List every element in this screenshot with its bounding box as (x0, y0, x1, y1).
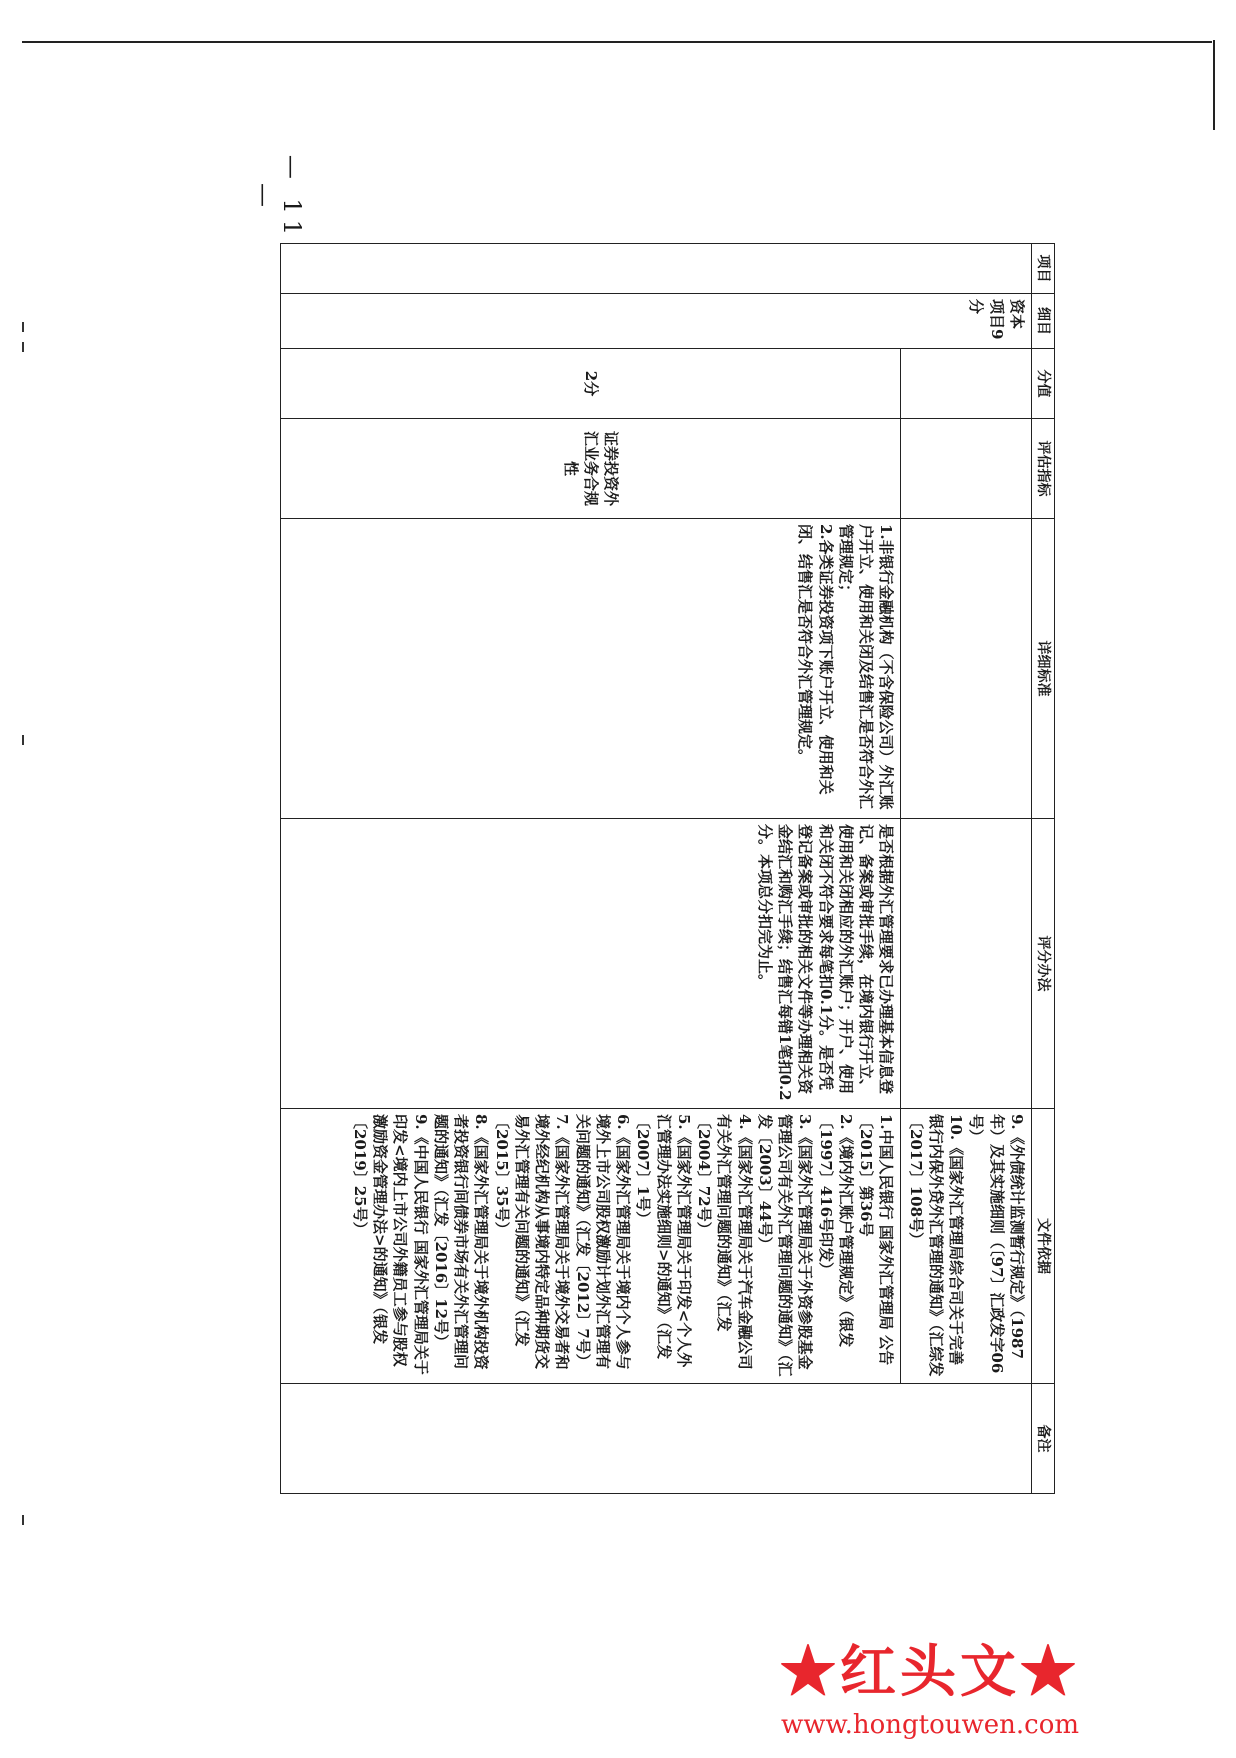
law-item: 7.《国家外汇管理局关于境外交易者和境外经纪机构从事境内特定品种期货交易外汇管理有关问题的通知》（汇发〔2015〕35号） (492, 1114, 572, 1370)
header-pingfen: 评分办法 (1032, 819, 1055, 1109)
cell-xiangmu (281, 244, 1032, 294)
watermark-title: ★红头文★ (780, 1639, 1080, 1705)
rotated-table-wrapper (280, 243, 1055, 1493)
watermark-url: www.hongtouwen.com (780, 1710, 1080, 1740)
top-rule (22, 41, 1212, 43)
law-item: 6.《国家外汇管理局关于境内个人参与境外上市公司股权激励计划外汇管理有关问题的通知》（汇发〔2012〕7号） (573, 1114, 633, 1370)
page-number: — 11 — (250, 154, 306, 242)
law-item: 5.《国家外汇管理局关于印发<个人外汇管理办法实施细则>的通知》（汇发〔2007〕1号） (634, 1114, 693, 1368)
header-xiangmu: 项目 (1032, 244, 1055, 294)
cell-standard-prev (901, 519, 1032, 819)
cell-ximu: 资本项目9分 (281, 294, 1032, 349)
cell-scoring-prev (901, 819, 1032, 1109)
header-pingjia: 评估指标 (1032, 419, 1055, 519)
header-yiju: 文件依据 (1032, 1109, 1055, 1384)
law-item: 3.《国家外汇管理局关于外资参股基金管理公司有关外汇管理问题的通知》（汇发〔2003〕44号） (756, 1114, 815, 1377)
cell-scoring: 是否根据外汇管理要求已办理基本信息登记、备案或审批手续，在境内银行开立、使用和关闭相应的外汇账户；开户、使用和关闭不符合要求每笔扣0.1分。是否凭登记备案或审批的相关文件等办理相关资金结汇和购汇手续；结售汇每错1笔扣0.2分。本项总分扣完为止。 (281, 819, 902, 1109)
margin-mark (22, 1515, 24, 1525)
header-ximu: 细目 (1032, 294, 1055, 349)
law-item: 4.《国家外汇管理局关于汽车金融公司有关外汇管理问题的通知》（汇发〔2004〕72号） (695, 1114, 754, 1370)
header-biaozhun: 详细标准 (1032, 519, 1055, 819)
cell-zhibiao-prev (901, 419, 1032, 519)
standard-item: 2.各类证券投资项下账户开立、使用和关闭、结售汇是否符合外汇管理规定。 (796, 524, 835, 795)
prev-row (901, 244, 1032, 1494)
law-item: 10.《国家外汇管理局综合司关于完善银行内保外贷外汇管理的通知》（汇综发〔2017〕108号） (906, 1114, 966, 1377)
standard-item: 1.非银行金融机构（不含保险公司）外汇账户开立、使用和关闭及结售汇是否符合外汇管理规定； (837, 524, 896, 810)
law-item: 1.中国人民银行 国家外汇管理局 公告〔2015〕第36号 (857, 1114, 896, 1366)
margin-mark (22, 342, 24, 352)
cell-standards (281, 519, 902, 819)
cell-zhibiao: 证券投资外汇业务合规性 (281, 419, 902, 519)
law-item: 2.《境内外汇账户管理规定》（银发〔1997〕416号印发） (816, 1114, 855, 1348)
header-beizhu: 备注 (1032, 1384, 1055, 1494)
table-row (281, 244, 902, 1494)
header-row (1032, 244, 1055, 1494)
watermark (770, 1628, 1090, 1748)
law-item: 8.《国家外汇管理局关于境外机构投资者投资银行间债券市场有关外汇管理问题的通知》（汇发〔2016〕12号） (432, 1114, 491, 1370)
cell-fenzhi: 2分 (281, 349, 902, 419)
law-item: 9.《外债统计监测暂行规定》（1987年）及其实施细则（〔97〕汇政发字06号） (967, 1114, 1026, 1374)
cell-fenzhi-prev (901, 349, 1032, 419)
edge-mark (1213, 40, 1215, 130)
cell-laws-prev (901, 1109, 1032, 1384)
cell-laws (281, 1109, 902, 1384)
cell-beizhu (281, 1384, 1032, 1494)
margin-mark (22, 735, 24, 745)
law-item: 9.《中国人民银行 国家外汇管理局关于印发<境内上市公司外籍员工参与股权激励资金管理办法>的通知》（银发〔2019〕25号） (351, 1114, 430, 1375)
margin-mark (22, 322, 24, 332)
header-fenzhi: 分值 (1032, 349, 1055, 419)
evaluation-table (280, 243, 1055, 1494)
